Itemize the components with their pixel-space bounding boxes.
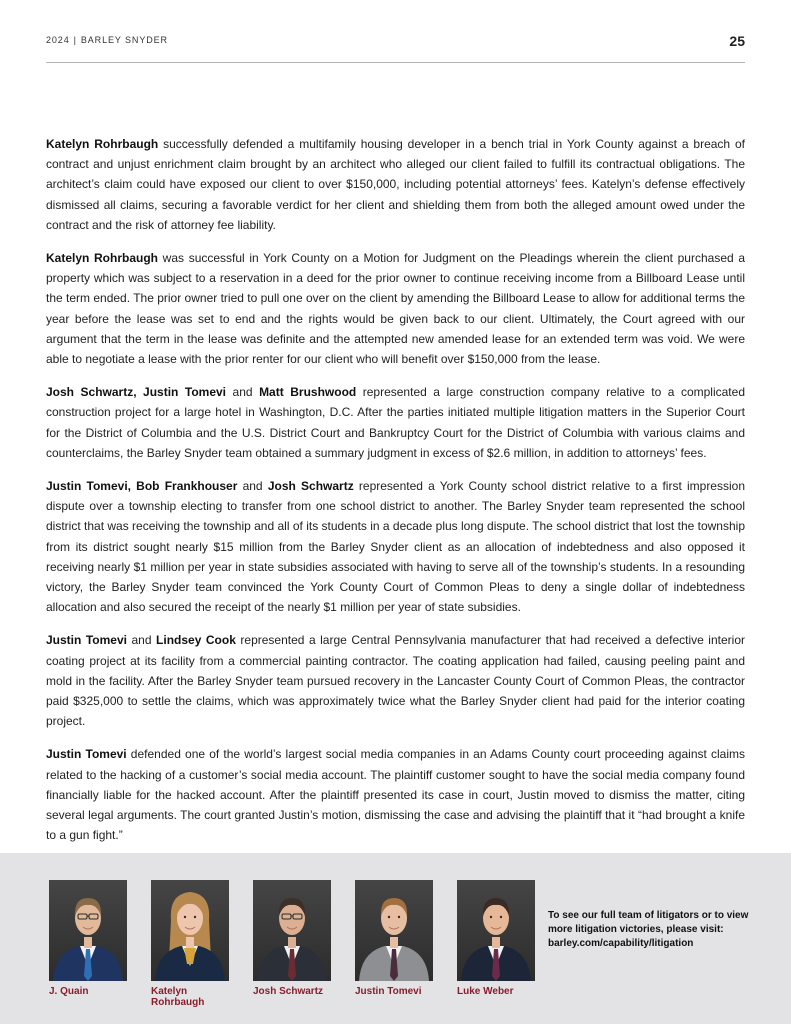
case-paragraph (46, 382, 745, 463)
attorney-name: Katelyn Rohrbaugh (46, 137, 159, 151)
case-text: represented a York County school district relative to a first impression dispute over a township electing to transfer from one school district to another. The Barley Snyder team represented the school district that was receiving the township and all of its students in a decade plus long dispute. The school district that lost the township from its district sought nearly $15 million from the Barley Snyder client as an allocation of indebtedness and also opposed it receiving nearly $1 million per year in state subsidies associated with having to serve all of the township’s students. In a resounding victory, the Barley Snyder team convinced the York County Court of Common Pleas to deny a single dollar of indebtedness allocation and also secured the receipt of the nearly $1 million per year of state subsidies. (46, 479, 745, 615)
portrait-image (355, 880, 433, 981)
headshot-photo (253, 880, 331, 981)
team-member-card (49, 880, 127, 997)
case-text: successfully defended a multifamily housing developer in a bench trial in York County against a breach of contract and unjust enrichment claim brought by an architect who alleged our client failed to fulfill its contractual obligations. The architect’s claim could have exposed our client to over $150,000, including potential attorneys’ fees. Katelyn’s defense effectively dismissed all claims, securing a favorable verdict for her client and shielding them from both the alleged amount owed under the contract and the risk of attorney fee liability. (46, 137, 745, 232)
attorney-name: Justin Tomevi (46, 747, 127, 762)
team-member-name: Josh Schwartz (253, 986, 324, 997)
portrait-image (151, 880, 229, 981)
team-member-card (355, 880, 433, 997)
header-separator: | (73, 35, 77, 45)
case-text: defended one of the world’s largest social media companies in an Adams County court proceeding against claims related to the hacking of a customer’s social media account. The plaintiff customer sought to have the social media company found financially liable for the hacked account. After the plaintiff presented its case in court, Justin moved to dismiss the matter, citing several legal arguments. The court granted Justin’s motion, dismissing the case and advising the plaintiff that it “had brought a knife to a gun fight.” (46, 747, 746, 843)
team-member-card (253, 880, 331, 997)
team-member-name: Justin Tomevi (355, 986, 422, 997)
header-year: 2024 (46, 35, 70, 45)
article-body (46, 134, 745, 859)
team-member-name: Katelyn Rohrbaugh (151, 986, 205, 1008)
headshot-photo (151, 880, 229, 981)
case-paragraph (46, 248, 745, 369)
case-text: and (226, 385, 260, 400)
headshot-photo (355, 880, 433, 981)
team-footer (0, 853, 791, 1024)
case-text: represented a large Central Pennsylvania manufacturer that had received a defective interior coating project at its facility from a commercial painting contractor. The coating application had failed, causing peeling paint and mold in the facility. After the Barley Snyder team pursued recovery in the Lancaster County Court of Common Pleas, the contractor paid $325,000 to settle the claims, which was approximately twice what the Barley Snyder client had paid for the interior coating project. (46, 633, 745, 729)
headshot-photo (49, 880, 127, 981)
attorney-name: Katelyn Rohrbaugh (46, 251, 159, 266)
attorney-name: Justin Tomevi, Bob Frankhouser (46, 479, 238, 494)
litigation-cta-text: To see our full team of litigators or to view more litigation victories, please visit: barley.com/capability/litigation (548, 910, 749, 949)
team-member-card (151, 880, 229, 1008)
headshot-photo (457, 880, 535, 981)
team-member-name: J. Quain (49, 986, 89, 997)
attorney-name: Matt Brushwood (259, 385, 357, 400)
case-paragraph (46, 134, 745, 235)
case-text: and (126, 633, 157, 648)
attorney-name: Josh Schwartz (267, 479, 354, 494)
team-member-card (457, 880, 535, 997)
case-paragraph (46, 630, 745, 731)
attorney-name: Lindsey Cook (156, 633, 236, 648)
case-paragraph (46, 476, 745, 617)
portrait-image (253, 880, 331, 981)
page-header (46, 33, 745, 63)
header-publication (46, 35, 168, 45)
team-member-name: Luke Weber (457, 986, 514, 997)
attorney-name: Josh Schwartz, Justin Tomevi (46, 385, 227, 400)
page-number: 25 (729, 33, 745, 49)
case-text: and (237, 479, 268, 494)
case-paragraph (46, 744, 745, 845)
portrait-image (49, 880, 127, 981)
header-firm-name: BARLEY SNYDER (80, 35, 168, 45)
case-text: was successful in York County on a Motion for Judgment on the Pleadings wherein the client purchased a property which was subject to a reservation in a deed for the prior owner to continue receiving income from a Billboard Lease until the term ended. The prior owner tried to pull one over on the client by amending the Billboard Lease to allow for additional terms the year before the lease was set to end and the rights would be given back to our client. Ultimately, the Court agreed with our argument that the term in the lease was definite and the attempted new amended lease for an extended term was void. We were able to negotiate a lease with the prior renter for our client who will benefit over $150,000 from the lease. (46, 251, 746, 367)
case-text: represented a large construction company relative to a complicated construction project for a large hotel in Washington, D.C. After the parties initiated multiple litigation matters in the Superior Court for the District of Columbia and the U.S. District Court and Bankruptcy Court for the District of Columbia with various claims and counterclaims, the Barley Snyder team obtained a summary judgment in excess of $2.6 million, in addition to attorneys’ fees. (46, 385, 745, 460)
portrait-image (457, 880, 535, 981)
attorney-name: Justin Tomevi (46, 633, 127, 648)
